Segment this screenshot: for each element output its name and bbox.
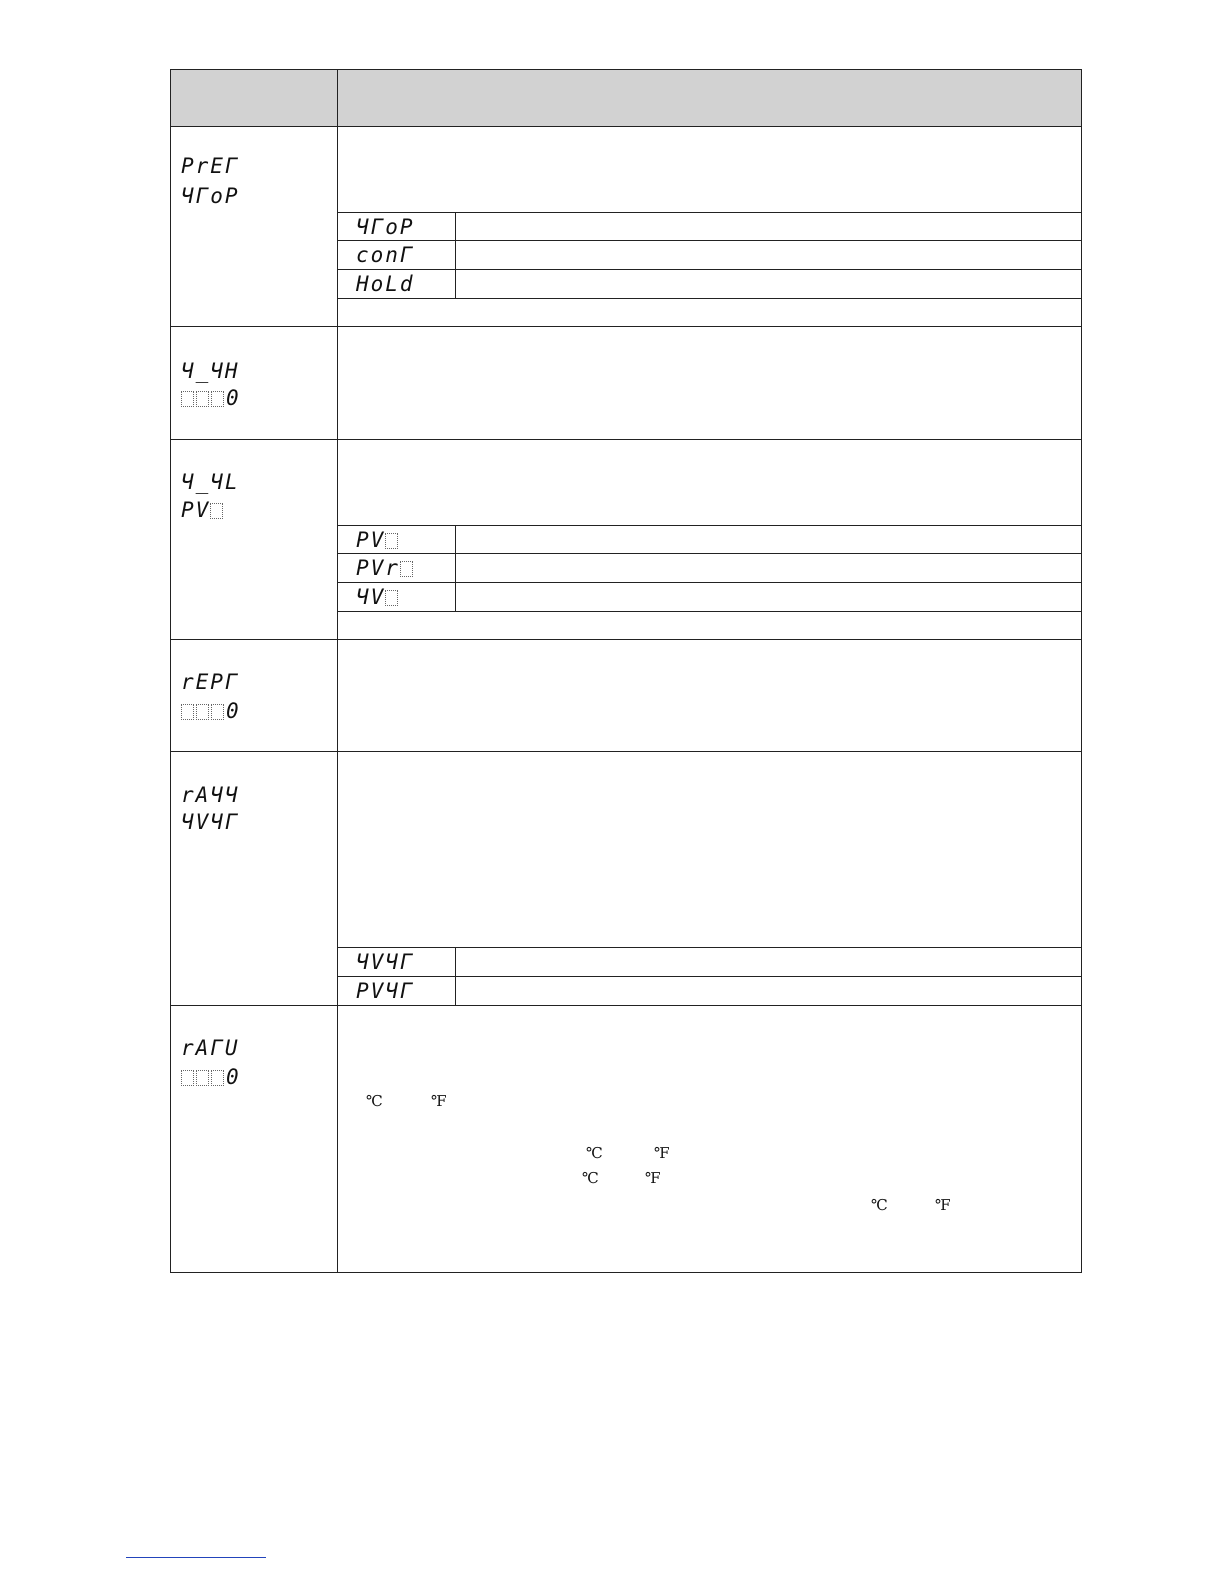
option-row-divider: [338, 976, 1081, 977]
blank-digit-icon: [196, 704, 209, 720]
blank-digit-icon: [211, 704, 224, 720]
unit-celsius: ℃: [582, 1169, 599, 1187]
blank-digit-icon: [196, 391, 209, 407]
option-row-divider: [338, 298, 1081, 299]
param-default: PV: [181, 498, 211, 522]
row-divider: [171, 326, 1081, 327]
column-divider: [337, 70, 338, 1272]
header-cell-code: [171, 70, 337, 127]
param-code: rEPГ: [181, 670, 240, 694]
option-display: [356, 586, 400, 608]
param-code: Ч_ЧH: [181, 359, 240, 383]
option-divider: [455, 525, 456, 611]
param-default: ЧVЧГ: [181, 810, 240, 834]
blank-digit-icon: [210, 503, 223, 519]
blank-digit-icon: [385, 590, 398, 606]
option-display: [356, 529, 400, 551]
option-code: ЧГoP: [356, 215, 415, 239]
option-code: conГ: [356, 243, 415, 267]
option-code: PVЧГ: [356, 979, 415, 1003]
param-code: rAГU: [181, 1036, 240, 1060]
blank-digit-icon: [181, 1070, 194, 1086]
unit-fahrenheit: ℉: [645, 1169, 661, 1187]
option-row-divider: [338, 553, 1081, 554]
footnote-rule: [126, 1557, 266, 1558]
option-row-divider: [338, 240, 1081, 241]
unit-celsius: ℃: [586, 1144, 603, 1162]
option-row-divider: [338, 611, 1081, 612]
param-default: 0: [226, 699, 241, 723]
param-code: Ч_ЧL: [181, 470, 240, 494]
option-row-divider: [338, 947, 1081, 948]
blank-digit-icon: [181, 391, 194, 407]
blank-digit-icon: [196, 1070, 209, 1086]
option-row-divider: [338, 582, 1081, 583]
row-divider: [171, 439, 1081, 440]
option-display: [356, 557, 415, 579]
option-row-divider: [338, 269, 1081, 270]
unit-fahrenheit: ℉: [935, 1196, 951, 1214]
unit-fahrenheit: ℉: [654, 1144, 670, 1162]
blank-digit-icon: [400, 561, 413, 577]
option-code: PV: [356, 528, 386, 552]
param-default-display: [181, 700, 241, 722]
row-divider: [171, 1005, 1081, 1006]
unit-celsius: ℃: [871, 1196, 888, 1214]
unit-fahrenheit: ℉: [431, 1092, 447, 1110]
option-row-divider: [338, 525, 1081, 526]
param-code: PrEГ: [181, 154, 240, 178]
row-divider: [171, 126, 1081, 127]
option-code: HoLd: [356, 272, 415, 296]
param-code: rAЧЧ: [181, 783, 240, 807]
param-default: 0: [226, 386, 241, 410]
option-row-divider: [338, 212, 1081, 213]
param-default-display: [181, 387, 241, 409]
param-default: 0: [226, 1065, 241, 1089]
blank-digit-icon: [211, 391, 224, 407]
option-divider: [455, 212, 456, 298]
param-default-display: [181, 1066, 241, 1088]
option-code: PVr: [356, 556, 400, 580]
parameter-table: [170, 69, 1082, 1273]
param-default-display: [181, 499, 225, 521]
option-code: ЧVЧГ: [356, 950, 415, 974]
blank-digit-icon: [385, 533, 398, 549]
blank-digit-icon: [211, 1070, 224, 1086]
option-code: ЧV: [356, 585, 386, 609]
row-divider: [171, 639, 1081, 640]
blank-digit-icon: [181, 704, 194, 720]
param-default: ЧГoP: [181, 184, 240, 208]
header-cell-description: [338, 70, 1081, 127]
row-divider: [171, 751, 1081, 752]
unit-celsius: ℃: [366, 1092, 383, 1110]
